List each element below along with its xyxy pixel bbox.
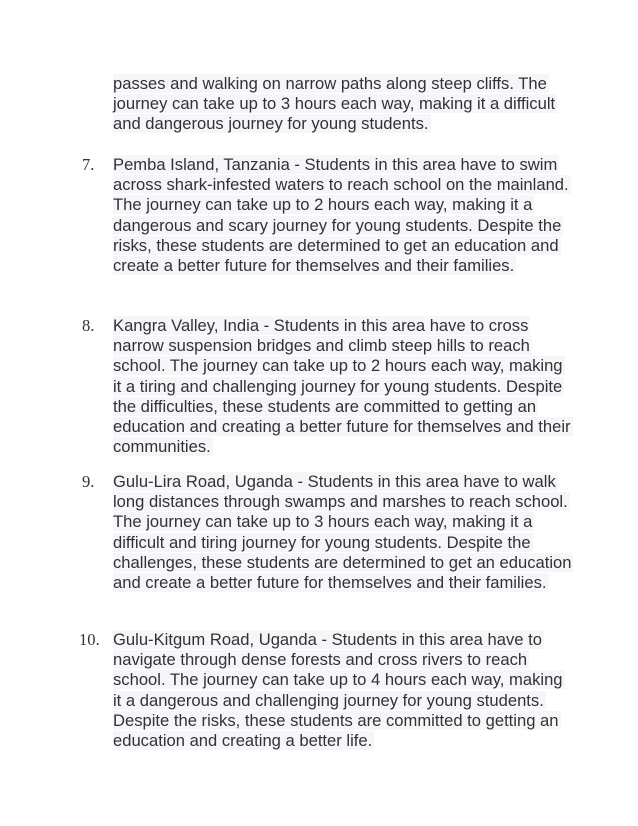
list-number: 10. [79, 630, 100, 649]
list-item-text: Kangra Valley, India - Students in this area have to cross narrow suspension bridges and climb steep hills to reach school. The journey can take up to 2 hours each way, making it a tiring and challenging journey for young students. Despite the difficulties, these students are committed to getting an education and creating a better future for themselves and their communities. [113, 316, 571, 457]
list-number: 7. [82, 155, 95, 174]
continued-paragraph [113, 74, 573, 135]
list-item-text-block [113, 155, 573, 276]
list-number: 9. [82, 472, 95, 491]
continued-paragraph-text: passes and walking on narrow paths along steep cliffs. The journey can take up to 3 hours each way, making it a difficult and dangerous journey for young students. [113, 74, 556, 134]
list-item-text-block [113, 472, 573, 593]
list-number: 8. [82, 316, 95, 335]
list-item-text-block [113, 630, 573, 751]
list-item-text: Gulu-Lira Road, Uganda - Students in this area have to walk long distances through swamps and marshes to reach school. The journey can take up to 3 hours each way, making it a difficult and tiring journey for young students. Despite the challenges, these students are determined to get an education and create a better future for themselves and their families. [113, 472, 572, 593]
list-item-text-block [113, 316, 573, 457]
list-item-text: Pemba Island, Tanzania - Students in this area have to swim across shark-infested waters to reach school on the mainland. The journey can take up to 2 hours each way, making it a dangerous and scary journey for young students. Despite the risks, these students are determined to get an education and create a better future for themselves and their families. [113, 155, 569, 276]
list-item-text: Gulu-Kitgum Road, Uganda - Students in this area have to navigate through dense forests and cross rivers to reach school. The journey can take up to 4 hours each way, making it a dangerous and challenging journey for young students. Despite the risks, these students are committed to getting an education and creating a better life. [113, 630, 563, 751]
